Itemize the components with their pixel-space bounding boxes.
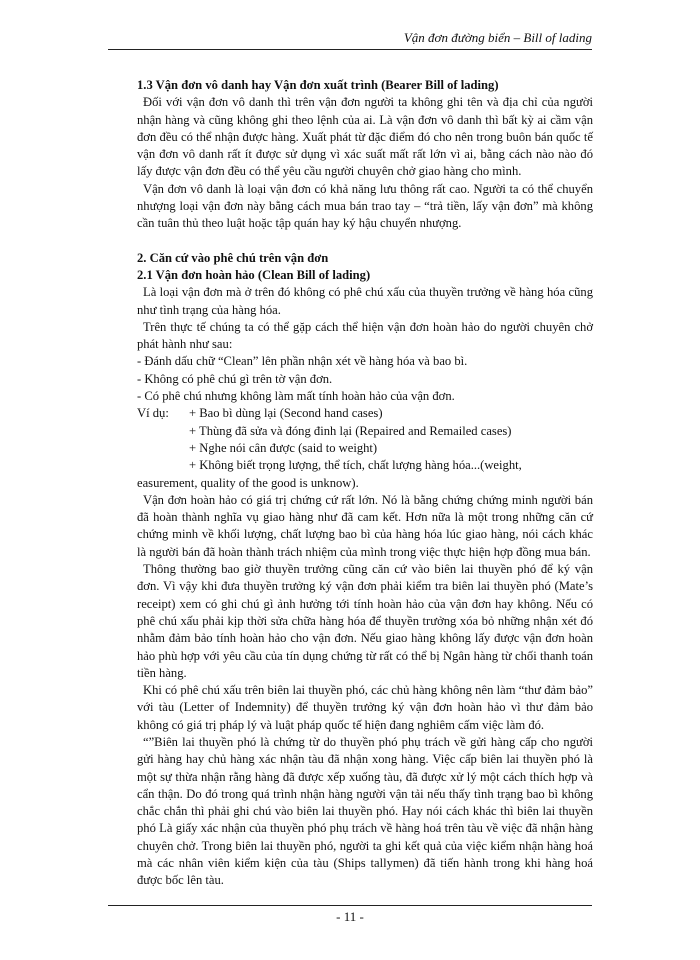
section-1-3-paragraph-1: Đối với vận đơn vô danh thì trên vận đơn người ta không ghi tên và địa chỉ của người nhận hàng và cũng không ghi theo lệnh của ai. Là vận đơn vô danh thì bất kỳ ai cầm vận đơn đều có thể nhận được hàng. Xuất phát từ đặc điểm đó cho nên trong buôn bán quốc tế vận đơn vô danh rất ít được sử dụng vì xác suất mất rất lớn vì ai, bằng cách nào nào đó lấy được vận đơn đều có thể yêu cầu người chuyên chở giao hàng cho mình.: [137, 95, 593, 179]
section-2-1-paragraph-3: Vận đơn hoàn hảo có giá trị chứng cứ rất lớn. Nó là bằng chứng chứng minh người bán đã hoàn thành nghĩa vụ giao hàng như đã cam kết. Hơn nữa là một trong những căn cứ chứng minh về khối lượng, chất lượng bao bì của hàng hóa lúc giao hàng, nói cách khác là người bán đã hoàn thành trách nhiệm của mình trong việc thực hiện hợp đồng mua bán.: [137, 492, 593, 559]
running-title: Vận đơn đường biển – Bill of lading: [403, 30, 592, 45]
section-2-1-paragraph-5: Khi có phê chú xấu trên biên lai thuyền phó, các chủ hàng không nên làm “thư đảm bảo” với tàu (Letter of Indemnity) để thuyền trưởng ký vận đơn hoàn hảo vì thư đảm bảo không có giá trị pháp lý và luật pháp quốc tế hiện đang nghiêm cấm việc làm đó.: [137, 683, 593, 732]
section-1-3-heading: 1.3 Vận đơn vô danh hay Vận đơn xuất trình (Bearer Bill of lading): [137, 78, 499, 92]
bullet-item: - Không có phê chú gì trên tờ vận đơn.: [137, 371, 333, 386]
example-row: [137, 405, 593, 422]
example-item: + Không biết trọng lượng, thể tích, chất lượng hàng hóa...(weight,: [189, 458, 522, 473]
running-header: [108, 30, 592, 50]
bullet-item: - Đánh dấu chữ “Clean” lên phần nhận xét về hàng hóa và bao bì.: [137, 354, 468, 369]
page-body: [137, 77, 593, 890]
section-2-heading: 2. Căn cứ vào phê chú trên vận đơn: [137, 250, 329, 265]
section-2-1-heading: 2.1 Vận đơn hoàn hảo (Clean Bill of lading): [137, 267, 371, 282]
section-2-1-paragraph-4: Thông thường bao giờ thuyền trưởng cũng căn cứ vào biên lai thuyền phó để ký vận đơn. Vì vậy khi đưa thuyền trưởng ký vận đơn phải kiểm tra biên lai thuyền phó (Mate’s receipt) xem có ghi chú gì ảnh hưởng tới tính hoàn hảo của vận đơn hay không. Nếu có phê chú xấu phải kịp thời sửa chữa hàng hóa để thuyền trưởng xóa bỏ những nhận xét đó nhằm đảm bảo tính hoàn hảo cho vận đơn. Nếu giao hàng không lấy được vận đơn hoàn hảo phù hợp với yêu cầu của tín dụng chứng từ rất có thể bị Ngân hàng từ chối thanh toán tiền hàng.: [137, 562, 593, 680]
page-footer: [108, 905, 592, 925]
example-label: Ví dụ:: [137, 406, 169, 421]
example-item: + Nghe nói cân được (said to weight): [189, 440, 378, 455]
section-2-1-paragraph-6: “”Biên lai thuyền phó là chứng từ do thuyền phó phụ trách về gửi hàng cấp cho người gửi hàng hay chủ hàng xác nhận tàu đã nhận xong hàng. Việc cấp biên lai thuyền phó là một sự thừa nhận rằng hàng đã được xếp xuống tàu, đã được xử lý một cách thích hợp và cẩn thận. Do đó trong quá trình nhận hàng người vận tải nếu thấy tình trạng bao bì không chắc chắn thì phải ghi chú vào biên lai thuyền phó. Hay nói cách khác thì biên lai thuyền phó Là giấy xác nhận của thuyền phó phụ trách về hàng hoá trên tàu về việc đã nhận hàng chuyên chở. Trong biên lai thuyền phó, người ta ghi kết quả của việc kiểm nhận hàng hoá mà các nhân viên kiểm kiện của tàu (Ships tallymen) đã tiến hành trong khi hàng hoá được bốc lên tàu.: [137, 734, 593, 888]
section-2-1-paragraph-1: Là loại vận đơn mà ở trên đó không có phê chú xấu của thuyền trưởng về hàng hóa cũng như tình trạng của hàng hóa.: [137, 285, 593, 317]
bullet-item: - Có phê chú nhưng không làm mất tính hoàn hảo của vận đơn.: [137, 389, 455, 404]
section-2-1-paragraph-2: Trên thực tế chúng ta có thể gặp cách thể hiện vận đơn hoàn hảo do người chuyên chở phát hành như sau:: [137, 319, 593, 352]
example-item: + Thùng đã sửa và đóng đinh lại (Repaired and Remailed cases): [189, 423, 512, 438]
example-continuation: easurement, quality of the good is unknow).: [137, 475, 359, 490]
example-item: + Bao bì dùng lại (Second hand cases): [189, 406, 383, 421]
page-number: - 11 -: [336, 909, 364, 924]
section-1-3-paragraph-2: Vận đơn vô danh là loại vận đơn có khả năng lưu thông rất cao. Người ta có thể chuyển nhượng loại vận đơn này bằng cách mua bán trao tay – “trả tiền, lấy vận đơn” mà không cần tuân thủ theo luật hoặc tập quán hay ký hậu chuyển nhượng.: [137, 181, 593, 231]
